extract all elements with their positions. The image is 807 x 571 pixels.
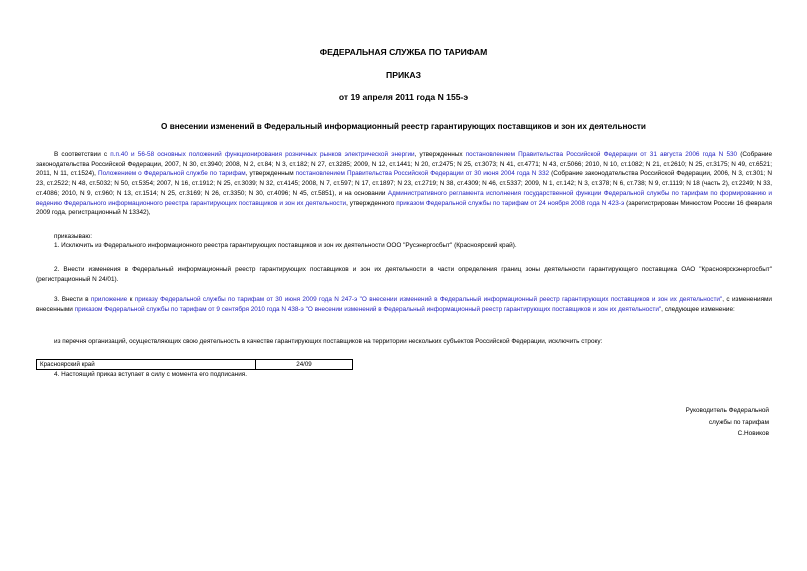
order-item-4: 4. Настоящий приказ вступает в силу с момента его подписания. (54, 371, 248, 378)
link-retail-market-provisions[interactable]: п.п.40 и 56-58 основных положений функционирования розничных рынков электрической энергии (110, 151, 415, 158)
link-appendix[interactable]: приложение (90, 296, 128, 303)
order-item-3 (36, 295, 772, 314)
link-order-423e[interactable]: приказом Федеральной службы по тарифам от 24 ноября 2008 года N 423-э (396, 199, 625, 207)
link-government-decree-332[interactable]: постановлением Правительства Российской Федерации от 30 июня 2004 года N 332 (295, 170, 550, 178)
signature-line-name: С.Новиков (737, 430, 769, 437)
link-government-decree-530[interactable]: постановлением Правительства Российской Федерации от 31 августа 2006 года N 530 (465, 151, 738, 158)
link-fst-regulation[interactable]: Положением о Федеральной службе по тарифам (97, 170, 246, 178)
order-item-2: 2. Внести изменения в Федеральный информационный реестр гарантирующих поставщиков и зон их деятельности в части определения границ зоны деятельности гарантирующего поставщика ОАО "Красноярскэнергосбыт" (регистрационный N 24/01). (36, 266, 772, 283)
order-word: приказываю: (54, 233, 92, 240)
signature-line-position: Руководитель Федеральной (685, 407, 769, 414)
document-type: ПРИКАЗ (386, 70, 421, 80)
item3-text: , с изменениями внесенными (36, 296, 772, 313)
agency-name: ФЕДЕРАЛЬНАЯ СЛУЖБА ПО ТАРИФАМ (319, 47, 488, 57)
link-order-438e[interactable]: приказом Федеральной службы по тарифам от 9 сентября 2010 года N 438-э "О внесении изменений в Федеральный информационный реестр гарантирующих поставщиков и зон их деятельности" (74, 305, 662, 313)
item3-text: к (127, 296, 135, 303)
preamble-paragraph (36, 150, 772, 218)
preamble-text: (зарегистрирован Минюстом России 16 февраля 2009 года, регистрационный N 13342), (36, 199, 773, 217)
order-item-1: 1. Исключить из Федерального информационного реестра гарантирующих поставщиков и зон их деятельности ООО "Русэнергосбыт" (Красноярский край). (54, 242, 517, 249)
preamble-text: , утвержденным (245, 170, 296, 178)
preamble-text: В соответствии с (54, 151, 111, 158)
link-administrative-regulation[interactable]: Административного регламента исполнения государственной функции Федеральной службы по тарифам по формированию и ведению Федерального информационного реестра гарантирующих поставщиков и зон их деятельности (36, 189, 772, 207)
item3-text: , следующее изменение: (661, 305, 735, 313)
document-date-number: от 19 апреля 2011 года N 155-э (338, 92, 469, 102)
preamble-text: (Собрание законодательства Российской Федерации, 2007, N 30, ст.3940; 2008, N 2, ст.84; N 3, ст.182; N 27, ст.3285; 2009, N 12, ст.1441; N 20, ст.2475; N 25, ст.3073; N 41, ст.4771; N 43, ст.5066; 2010, N 10, ст.1082; N 21, ст.2610; N 25, ст.3175; N 49, ст.6521; 2011, N 11, ст.1524), (36, 151, 773, 178)
preamble-text: , утвержденных (414, 151, 466, 158)
preamble-text: (Собрание законодательства Российской Федерации, 2006, N 3, ст.301; N 23, ст.2522; N 48, ст.5032; N 50, ст.5354; 2007, N 16, ст.1912; N 25, ст.3039; N 32, ст.4145; 2008, N 7, ст.597; N 17, ст.1897; N 23, ст.2719; N 38, ст.4309; N 46, ст.5337; 2009, N 1, ст.142; N 3, ст.378; N 6, ст.738; N 9, ст.1119; N 18 (часть 2), ст.2249; N 33, ст.4086; 2010, N 9, ст.960; N 13, ст.1514; N 25, ст.3169; N 26, ст.3350; N 30, ст.4096; N 45, ст.5851), и на основании (36, 170, 773, 197)
link-order-247e[interactable]: приказу Федеральной службы по тарифам от 30 июня 2009 года N 247-э "О внесении изменений в Федеральный информационный реестр гарантирующих поставщиков и зон их деятельности" (134, 296, 723, 303)
table-cell-code: 24/09 (256, 360, 353, 370)
signature-block (629, 405, 769, 440)
table-row (37, 360, 353, 370)
signature-line-agency: службы по тарифам (708, 418, 769, 426)
exclusion-instruction: из перечня организаций, осуществляющих свою деятельность в качестве гарантирующих поставщиков на территории нескольких субъектов Российской Федерации, исключить строку: (54, 338, 603, 345)
item3-text: 3. Внести в (54, 296, 91, 303)
excluded-row-table (36, 359, 353, 370)
table-cell-region: Красноярский край (37, 360, 256, 370)
document-title: О внесении изменений в Федеральный информационный реестр гарантирующих поставщиков и зон их деятельности (161, 122, 646, 131)
preamble-text: , утвержденного (346, 199, 397, 207)
